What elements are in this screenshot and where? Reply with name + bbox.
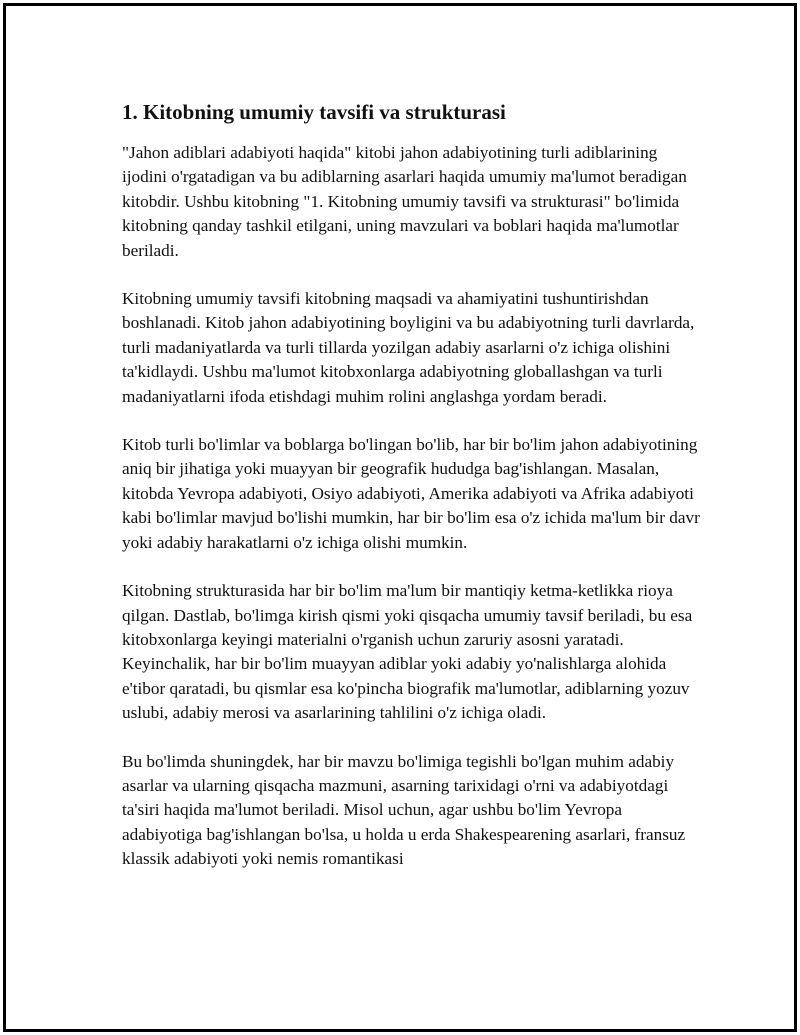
paragraph-3: Kitob turli bo'limlar va boblarga bo'lingan bo'lib, har bir bo'lim jahon adabiyotining aniq bir jihatiga yoki muayyan bir geografik hududga bag'ishlangan. Masalan, kitobda Yevropa adabiyoti, Osiyo adabiyoti, Amerika adabiyoti va Afrika adabiyoti kabi bo'limlar mavjud bo'lishi mumkin, har bir bo'lim esa o'z ichida ma'lum bir davr yoki adabiy harakatlarni o'z ichiga olishi mumkin. [122,435,700,552]
section-heading: 1. Kitobning umumiy tavsifi va strukturasi [122,100,506,124]
document-body [122,98,702,896]
page-frame [3,3,797,1032]
paragraph-4: Kitobning strukturasida har bir bo'lim ma'lum bir mantiqiy ketma-ketlikka rioya qilgan. Dastlab, bo'limga kirish qismi yoki qisqacha umumiy tavsif beriladi, bu esa kitobxonlarga keyingi materialni o'rganish uchun zaruriy asosni yaratadi. Keyinchalik, har bir bo'lim muayyan adiblar yoki adabiy yo'nalishlarga alohida e'tibor qaratadi, bu qismlar esa ko'pincha biografik ma'lumotlar, adiblarning yozuv uslubi, adabiy merosi va asarlarining tahlilini o'z ichiga oladi. [122,581,693,723]
paragraph-2: Kitobning umumiy tavsifi kitobning maqsadi va ahamiyatini tushuntirishdan boshlanadi. Kitob jahon adabiyotining boyligini va bu adabiyotning turli davrlarda, turli madaniyatlarda va turli tillarda yozilgan adabiy asarlarni o'z ichiga olishini ta'kidlaydi. Ushbu ma'lumot kitobxonlarga adabiyotning globallashgan va turli madaniyatlarni ifoda etishdagi muhim rolini anglashga yordam beradi. [122,289,695,406]
paragraph-5: Bu bo'limda shuningdek, har bir mavzu bo'limiga tegishli bo'lgan muhim adabiy asarlar va ularning qisqacha mazmuni, asarning tarixidagi o'rni va adabiyotdagi ta'siri haqida ma'lumot beriladi. Misol uchun, agar ushbu bo'lim Yevropa adabiyotiga bag'ishlangan bo'lsa, u holda u erda Shakespearening asarlari, fransuz klassik adabiyoti yoki nemis romantikasi [122,751,686,869]
paragraph-1: "Jahon adiblari adabiyoti haqida" kitobi jahon adabiyotining turli adiblarining ijodini o'rgatadigan va bu adiblarning asarlari haqida umumiy ma'lumot beradigan kitobdir. Ushbu kitobning "1. Kitobning umumiy tavsifi va strukturasi" bo'limida kitobning qanday tashkil etilgani, uning mavzulari va boblari haqida ma'lumotlar beriladi. [122,143,687,260]
